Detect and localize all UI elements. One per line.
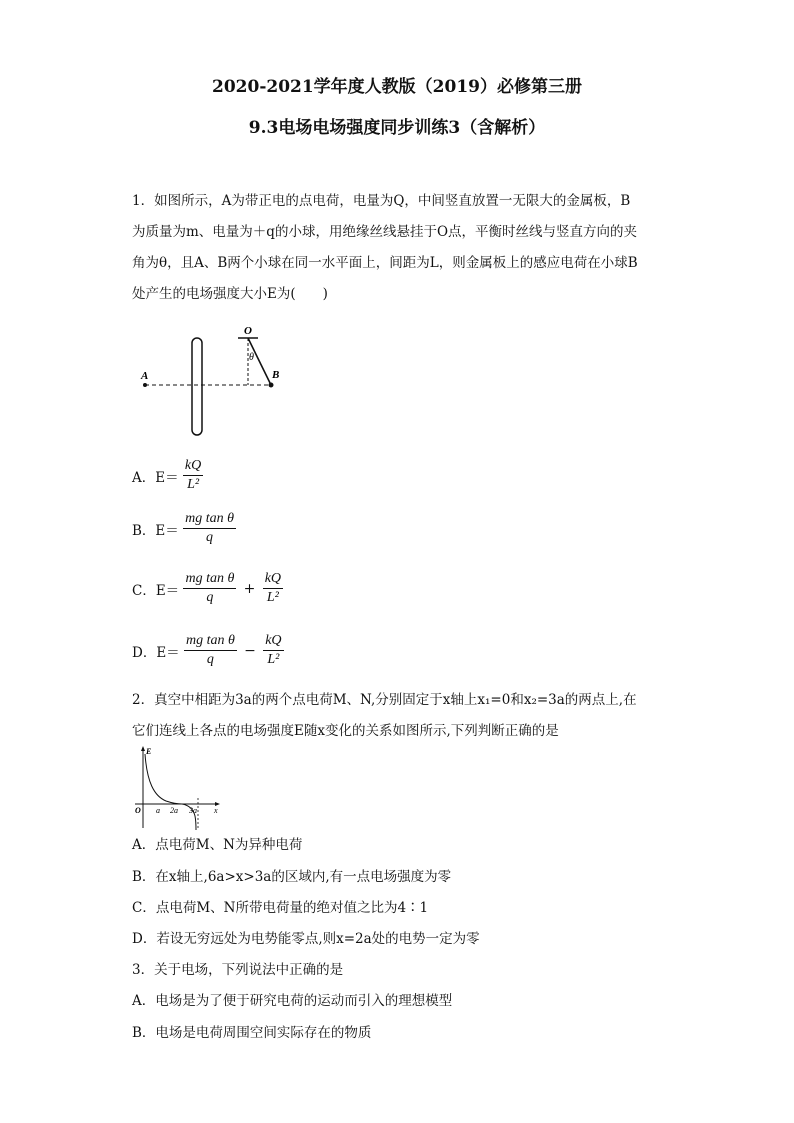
y-axis-label: E [146,747,152,756]
fraction-denominator: q [206,530,214,545]
q2-option-c[interactable]: C．点电荷M、N所带电荷量的绝对值之比为4∶1 [132,900,429,916]
q1-text-line-3: 角为θ，且A、B两个小球在同一水平面上，间距为L，则金属板上的感应电荷在小球B [132,255,638,271]
q1-option-a-label: A．E＝ [132,469,179,486]
q3-text-line-1: 3．关于电场，下列说法中正确的是 [132,962,344,978]
fraction-numerator: mg tan θ [183,510,236,529]
q1-option-c-label: C．E＝ [132,582,180,599]
q3-option-a[interactable]: A．电场是为了便于研究电荷的运动而引入的理想模型 [132,993,453,1009]
fraction-denominator: L² [187,477,200,492]
fraction-denominator: L² [267,652,280,667]
tick-2a: 2a [170,806,178,815]
q1-text-line-4: 处产生的电场强度大小E为( ) [132,286,328,302]
tick-3a: 3a [189,806,197,815]
q1-option-d[interactable] [132,632,284,669]
q1-option-d-fraction-1 [184,632,237,669]
q3-option-b[interactable]: B．电场是电荷周围空间实际存在的物质 [132,1025,372,1041]
e-field-curve-left [145,754,182,804]
y-axis-arrow [141,746,145,751]
q2-text-line-2: 它们连线上各点的电场强度E随x变化的关系如图所示,下列判断正确的是 [132,723,559,739]
label-theta: θ [249,352,254,363]
document-subtitle: 9.3电场电场强度同步训练3（含解析） [248,118,546,138]
fraction-numerator: mg tan θ [184,632,237,651]
x-axis-label: x [214,806,218,815]
q1-option-b-label: B．E＝ [132,522,179,539]
minus-sign: − [244,642,256,659]
q2-text-line-1: 2．真空中相距为3a的两个点电荷M、N,分别固定于x轴上x₁=0和x₂=3a的两点上,在 [132,692,637,708]
document-title: 2020-2021学年度人教版（2019）必修第三册 [212,77,582,97]
fraction-numerator: kQ [263,570,283,589]
tick-a: a [156,806,160,815]
fraction-numerator: kQ [183,457,203,476]
label-a: A [141,370,149,382]
fraction-numerator: kQ [263,632,283,651]
q2-graph [132,744,227,832]
point-a [143,383,147,387]
q2-option-a[interactable]: A．点电荷M、N为异种电荷 [132,837,303,853]
metal-plate [192,338,202,435]
fraction-numerator: mg tan θ [183,570,236,589]
label-b: B [272,369,280,381]
q2-option-b[interactable]: B．在x轴上,6a>x>3a的区域内,有一点电场强度为零 [132,869,452,885]
q1-option-c[interactable] [132,570,283,607]
q1-text-line-2: 为质量为m、电量为＋q的小球，用绝缘丝线悬挂于O点，平衡时丝线与竖直方向的夹 [132,224,638,240]
origin-label: O [135,806,141,815]
fraction-denominator: L² [266,590,279,605]
label-o: O [244,325,252,337]
plus-sign: + [243,580,256,597]
q1-option-a-fraction [183,457,203,494]
q1-option-c-fraction-2 [263,570,283,607]
q2-option-d[interactable]: D．若设无穷远处为电势能零点,则x=2a处的电势一定为零 [132,931,480,947]
q1-option-a[interactable] [132,457,203,494]
q1-option-d-fraction-2 [263,632,283,669]
fraction-denominator: q [206,590,214,605]
q1-option-b-fraction [183,510,236,547]
fraction-denominator: q [206,652,214,667]
point-b [269,383,274,388]
q1-option-d-label: D．E＝ [132,644,180,661]
q1-option-c-fraction-1 [183,570,236,607]
q1-text-line-1: 1．如图所示，A为带正电的点电荷，电量为Q，中间竖直放置一无限大的金属板，B [132,193,631,209]
q1-option-b[interactable] [132,510,236,547]
q1-figure [132,320,302,440]
